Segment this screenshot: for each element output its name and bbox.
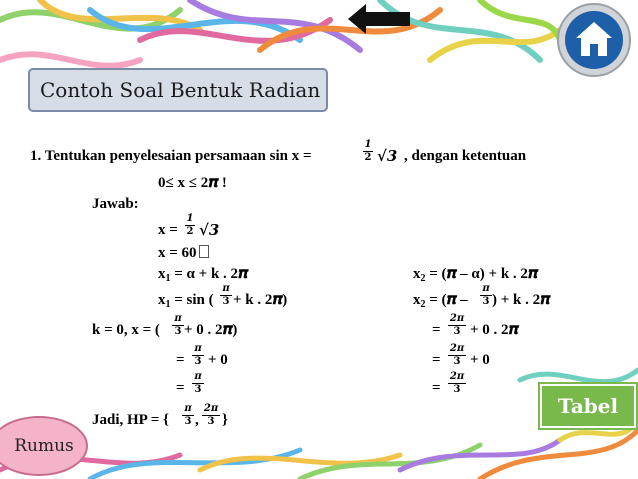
frac-num: 2𝝅 [449, 343, 465, 354]
x1-var: x [158, 292, 166, 308]
x1-sub: 1 [165, 299, 171, 310]
frac-den: 3 [222, 296, 230, 307]
frac-den: 3 [453, 384, 461, 395]
hp-comma: , [195, 412, 199, 428]
fraction-pi-3-c [172, 314, 184, 337]
x2-rhs: = (𝝅 – α) + k . 2𝝅 [429, 266, 538, 282]
frac-num: 2𝝅 [449, 313, 465, 324]
problem-suffix: , dengan ketentuan [404, 148, 527, 164]
fraction-2pi-3 [448, 314, 466, 337]
hp-close: } [222, 412, 228, 428]
x2-sub: 2 [420, 273, 426, 284]
r1-rest: + 0 . 2𝝅 [470, 322, 519, 338]
jawab-label: Jawab: [92, 196, 139, 212]
x1-sub-step [158, 292, 214, 313]
frac-den: 3 [194, 356, 202, 367]
x2-var: x [413, 292, 421, 308]
sqrt3-text: √3 [377, 147, 398, 165]
frac-den: 3 [207, 416, 215, 427]
x1-formula [158, 266, 248, 287]
sqrt3 [377, 148, 397, 165]
k0-label: k = 0, x = ( [92, 322, 160, 338]
problem-text: 1. Tentukan penyelesaian persamaan sin x = [30, 148, 312, 164]
frac-num: 2𝝅 [203, 403, 219, 414]
x1-sub: 1 [165, 273, 171, 284]
home-icon [556, 2, 632, 78]
x1-var: x [158, 266, 166, 282]
eq-r1: = [432, 322, 441, 338]
fraction-2pi-3-b [448, 344, 466, 367]
eq-r2: = [432, 352, 441, 368]
frac-den: 3 [184, 416, 192, 427]
frac-num: 𝝅 [194, 371, 202, 382]
fraction-pi-3-b [480, 284, 492, 307]
tabel-button[interactable] [540, 384, 636, 428]
home-button[interactable] [556, 2, 632, 78]
frac-num: 2𝝅 [449, 371, 465, 382]
frac-num: 𝝅 [194, 343, 202, 354]
sqrt3-text: √3 [199, 221, 220, 239]
frac-num: 𝝅 [222, 283, 230, 294]
fraction-2pi-3-c [448, 372, 466, 395]
sqrt3-2 [199, 222, 219, 239]
rumus-label: Rumus [14, 436, 74, 456]
fraction-half-2 [185, 214, 195, 237]
frac-den: 3 [194, 384, 202, 395]
slide-title-box [28, 68, 328, 112]
problem-line-1 [30, 148, 312, 164]
problem-line-2: 0≤ x ≤ 2𝝅 ! [158, 175, 227, 191]
frac-den: 3 [453, 326, 461, 337]
frac-num: 1 [186, 213, 194, 224]
frac-den: 3 [453, 356, 461, 367]
frac-den: 3 [174, 326, 182, 337]
back-arrow-button[interactable] [348, 4, 410, 34]
fraction-pi-3 [220, 284, 232, 307]
k0-rest: + 0 . 2𝝅) [184, 322, 238, 338]
eq-l2: = [176, 352, 185, 368]
frac-num: 𝝅 [174, 313, 182, 324]
x1-rhs: = α + k . 2𝝅 [174, 266, 248, 282]
eq-r3: = [432, 380, 441, 396]
x2-formula [413, 266, 538, 287]
r2-plus0: + 0 [470, 352, 490, 368]
step-2 [158, 245, 209, 261]
step-2-text: x = 60 [158, 245, 197, 261]
left-arrow-icon [348, 4, 410, 34]
l2-plus0: + 0 [208, 352, 228, 368]
x2-var: x [413, 266, 421, 282]
tabel-label: Tabel [557, 394, 619, 418]
frac-num: 1 [364, 139, 372, 150]
x2-open: = (𝝅 – [429, 292, 468, 308]
x2-close: ) + k . 2𝝅 [492, 292, 551, 308]
frac-den: 2 [186, 226, 194, 237]
x2-sub-step [413, 292, 468, 313]
frac-den: 3 [482, 296, 490, 307]
x1-sin-open: = sin ( [174, 292, 214, 308]
slide-title: Contoh Soal Bentuk Radian [40, 78, 321, 102]
fraction-pi-3-d [192, 344, 204, 367]
eq-l3: = [176, 380, 185, 396]
fraction-hp-pi-3 [182, 404, 194, 427]
fraction-pi-3-e [192, 372, 204, 395]
x2-sub: 2 [420, 299, 426, 310]
frac-num: 𝝅 [184, 403, 192, 414]
fraction-hp-2pi-3 [202, 404, 220, 427]
fraction-half [363, 140, 373, 163]
frac-den: 2 [364, 152, 372, 163]
x1-sin-close: + k . 2𝝅) [233, 292, 288, 308]
step-1: x = [158, 222, 178, 238]
hp-label: Jadi, HP = { [92, 412, 169, 428]
frac-num: 𝝅 [482, 283, 490, 294]
